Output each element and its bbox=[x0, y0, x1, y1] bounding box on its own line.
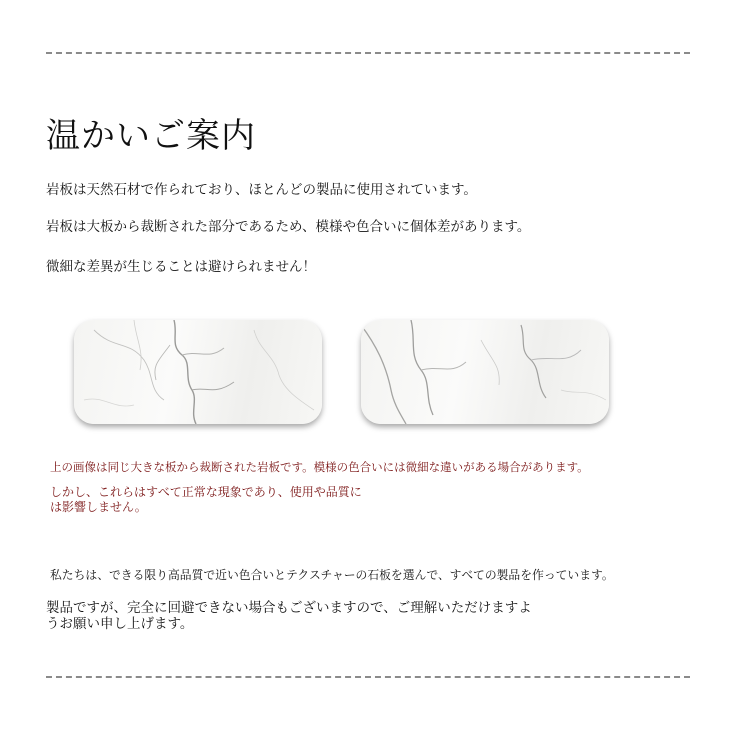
intro-line-2: 岩板は大板から裁断された部分であるため、模様や色合いに個体差があります。 bbox=[46, 219, 531, 235]
marble-slab-image-left bbox=[74, 320, 322, 424]
closing-line-3: うお願い申し上げます。 bbox=[46, 616, 194, 632]
intro-line-1: 岩板は天然石材で作られており、ほとんどの製品に使用されています。 bbox=[46, 182, 477, 198]
image-note-line-3: は影響しません。 bbox=[50, 500, 147, 514]
image-note-line-2: しかし、これらはすべて正常な現象であり、使用や品質に bbox=[50, 485, 362, 499]
image-note-line-1: 上の画像は同じ大きな板から裁断された岩板です。模様の色合いには微細な違いがある場合があります。 bbox=[50, 460, 589, 474]
closing-line-1: 私たちは、できる限り高品質で近い色合いとテクスチャーの石板を選んで、すべての製品を作っています。 bbox=[50, 568, 614, 582]
bottom-dashed-divider bbox=[46, 676, 690, 678]
marble-slab-image-right bbox=[361, 320, 609, 424]
top-dashed-divider bbox=[46, 52, 690, 54]
page-title: 温かいご案内 bbox=[46, 116, 256, 156]
closing-line-2: 製品ですが、完全に回避できない場合もございますので、ご理解いただけますよ bbox=[46, 600, 532, 616]
intro-line-3: 微細な差異が生じることは避けられません！ bbox=[46, 259, 316, 275]
